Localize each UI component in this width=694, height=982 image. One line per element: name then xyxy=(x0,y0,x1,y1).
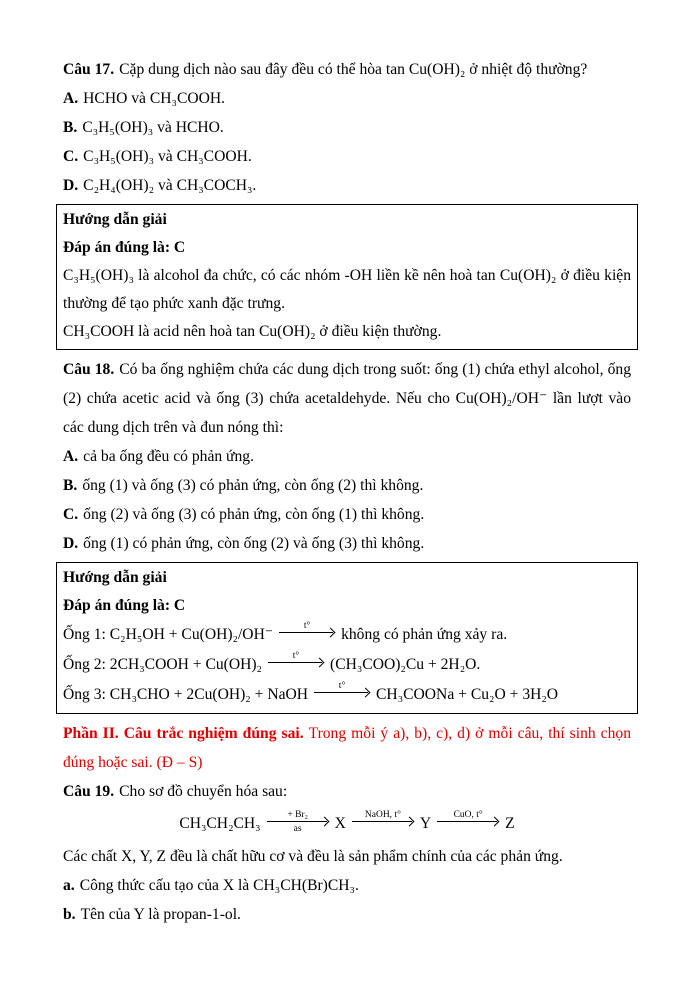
item-letter: a. xyxy=(63,877,75,894)
question-17-text: Cặp dung dịch nào sau đây đều có thể hòa tan Cu(OH)₂ ở nhiệt độ thường? xyxy=(119,61,588,78)
arrow-condition-label: + Br₂ xyxy=(287,810,308,820)
solution-line: C₃H₅(OH)₃ là alcohol đa chức, có các nhóm -OH liền kề nên hoà tan Cu(OH)₂ ở điều kiện thường để tạo phức xanh đặc trưng. xyxy=(63,267,631,312)
question-17 xyxy=(63,55,631,84)
equation-right: không có phản ứng xảy ra. xyxy=(341,626,508,643)
question-18-option-b xyxy=(63,471,631,500)
question-18-option-c xyxy=(63,500,631,529)
part2-heading xyxy=(63,719,631,777)
part2-instruction: Trong mỗi ý a), b), c), d) ở mỗi câu, thí sinh chọn đúng hoặc sai. (Đ – S) xyxy=(63,725,631,771)
arrow-condition-label: NaOH, t° xyxy=(364,810,401,820)
question-17-option-c xyxy=(63,142,631,171)
solution-answer: Đáp án đúng là: C xyxy=(63,597,186,614)
option-text: ống (1) có phản ứng, còn ống (2) và ống (3) thì không. xyxy=(83,535,425,552)
option-text: C₂H₄(OH)₂ và CH₃COCH₃. xyxy=(83,177,257,194)
option-text: ống (1) và ống (3) có phản ứng, còn ống (2) thì không. xyxy=(82,477,424,494)
scheme-product: Y xyxy=(419,815,432,832)
item-letter: b. xyxy=(63,906,76,923)
question-19-item-a xyxy=(63,871,631,900)
solution-line: CH₃COOH là acid nên hoà tan Cu(OH)₂ ở điều kiện thường. xyxy=(63,323,442,340)
reaction-arrow-icon xyxy=(279,621,335,639)
solution-heading: Hướng dẫn giải xyxy=(63,211,167,228)
option-text: C₃H₅(OH)₃ và CH₃COOH. xyxy=(83,148,252,165)
option-letter: A. xyxy=(63,448,79,465)
equation-line xyxy=(63,650,631,680)
arrow-condition-label-below: as xyxy=(293,824,302,834)
reaction-arrow-icon xyxy=(267,810,329,834)
question-18-label: Câu 18. xyxy=(63,361,115,378)
equation-right: CH₃COONa + Cu₂O + 3H₂O xyxy=(376,686,559,703)
question-19-intro: Cho sơ đồ chuyển hóa sau: xyxy=(119,783,288,800)
reaction-arrow-icon xyxy=(314,681,370,699)
question-17-option-b xyxy=(63,113,631,142)
arrow-condition-label: t° xyxy=(338,681,346,691)
arrow-condition-label: t° xyxy=(292,651,300,661)
option-text: ống (2) và ống (3) có phản ứng, còn ống (1) thì không. xyxy=(83,506,425,523)
option-letter: B. xyxy=(63,119,78,136)
equation-line xyxy=(63,680,631,710)
question-17-option-a xyxy=(63,84,631,113)
option-letter: C. xyxy=(63,506,79,523)
equation-left: Ống 1: C₂H₅OH + Cu(OH)₂/OH⁻ xyxy=(63,626,274,643)
reaction-scheme xyxy=(63,806,631,842)
question-18 xyxy=(63,355,631,442)
question-18-option-d xyxy=(63,529,631,558)
equation-right: (CH₃COO)₂Cu + 2H₂O. xyxy=(330,656,481,673)
question-19-note: Các chất X, Y, Z đều là chất hữu cơ và đều là sản phẩm chính của các phản ứng. xyxy=(63,848,563,865)
option-letter: D. xyxy=(63,177,79,194)
option-text: C₃H₅(OH)₃ và HCHO. xyxy=(82,119,224,136)
reaction-arrow-icon xyxy=(437,810,499,828)
question-19 xyxy=(63,777,631,806)
equation-left: Ống 3: CH₃CHO + 2Cu(OH)₂ + NaOH xyxy=(63,686,309,703)
equation-line xyxy=(63,620,631,650)
option-letter: D. xyxy=(63,535,79,552)
item-text: Tên của Y là propan-1-ol. xyxy=(80,906,241,923)
question-19-label: Câu 19. xyxy=(63,783,115,800)
question-17-label: Câu 17. xyxy=(63,61,115,78)
option-letter: A. xyxy=(63,90,79,107)
solution-heading: Hướng dẫn giải xyxy=(63,569,167,586)
scheme-reactant: CH₃CH₂CH₃ xyxy=(179,815,261,832)
question-19-item-b xyxy=(63,900,631,929)
question-18-text: Có ba ống nghiệm chứa các dung dịch trong suốt: ống (1) chứa ethyl alcohol, ống (2) chứa acetic acid và ống (3) chứa acetaldehyde. Nếu cho Cu(OH)₂/OH⁻ lần lượt vào các dung dịch trên và đun nóng thì: xyxy=(63,361,631,436)
scheme-product: X xyxy=(334,815,346,832)
option-text: HCHO và CH₃COOH. xyxy=(83,90,226,107)
option-text: cả ba ống đều có phản ứng. xyxy=(83,448,255,465)
reaction-arrow-icon xyxy=(352,810,414,828)
solution-box-17 xyxy=(56,204,638,350)
equation-left: Ống 2: 2CH₃COOH + Cu(OH)₂ xyxy=(63,656,262,673)
solution-box-18 xyxy=(56,562,638,714)
option-letter: B. xyxy=(63,477,78,494)
question-18-option-a xyxy=(63,442,631,471)
arrow-condition-label: CuO, t° xyxy=(453,810,483,820)
item-text: Công thức cấu tạo của X là CH₃CH(Br)CH₃. xyxy=(79,877,359,894)
reaction-arrow-icon xyxy=(268,651,324,669)
option-letter: C. xyxy=(63,148,79,165)
solution-answer: Đáp án đúng là: C xyxy=(63,239,186,256)
part2-heading-bold: Phần II. Câu trắc nghiệm đúng sai. xyxy=(63,725,304,742)
question-17-option-d xyxy=(63,171,631,200)
arrow-condition-label: t° xyxy=(303,621,311,631)
scheme-product: Z xyxy=(505,815,515,832)
